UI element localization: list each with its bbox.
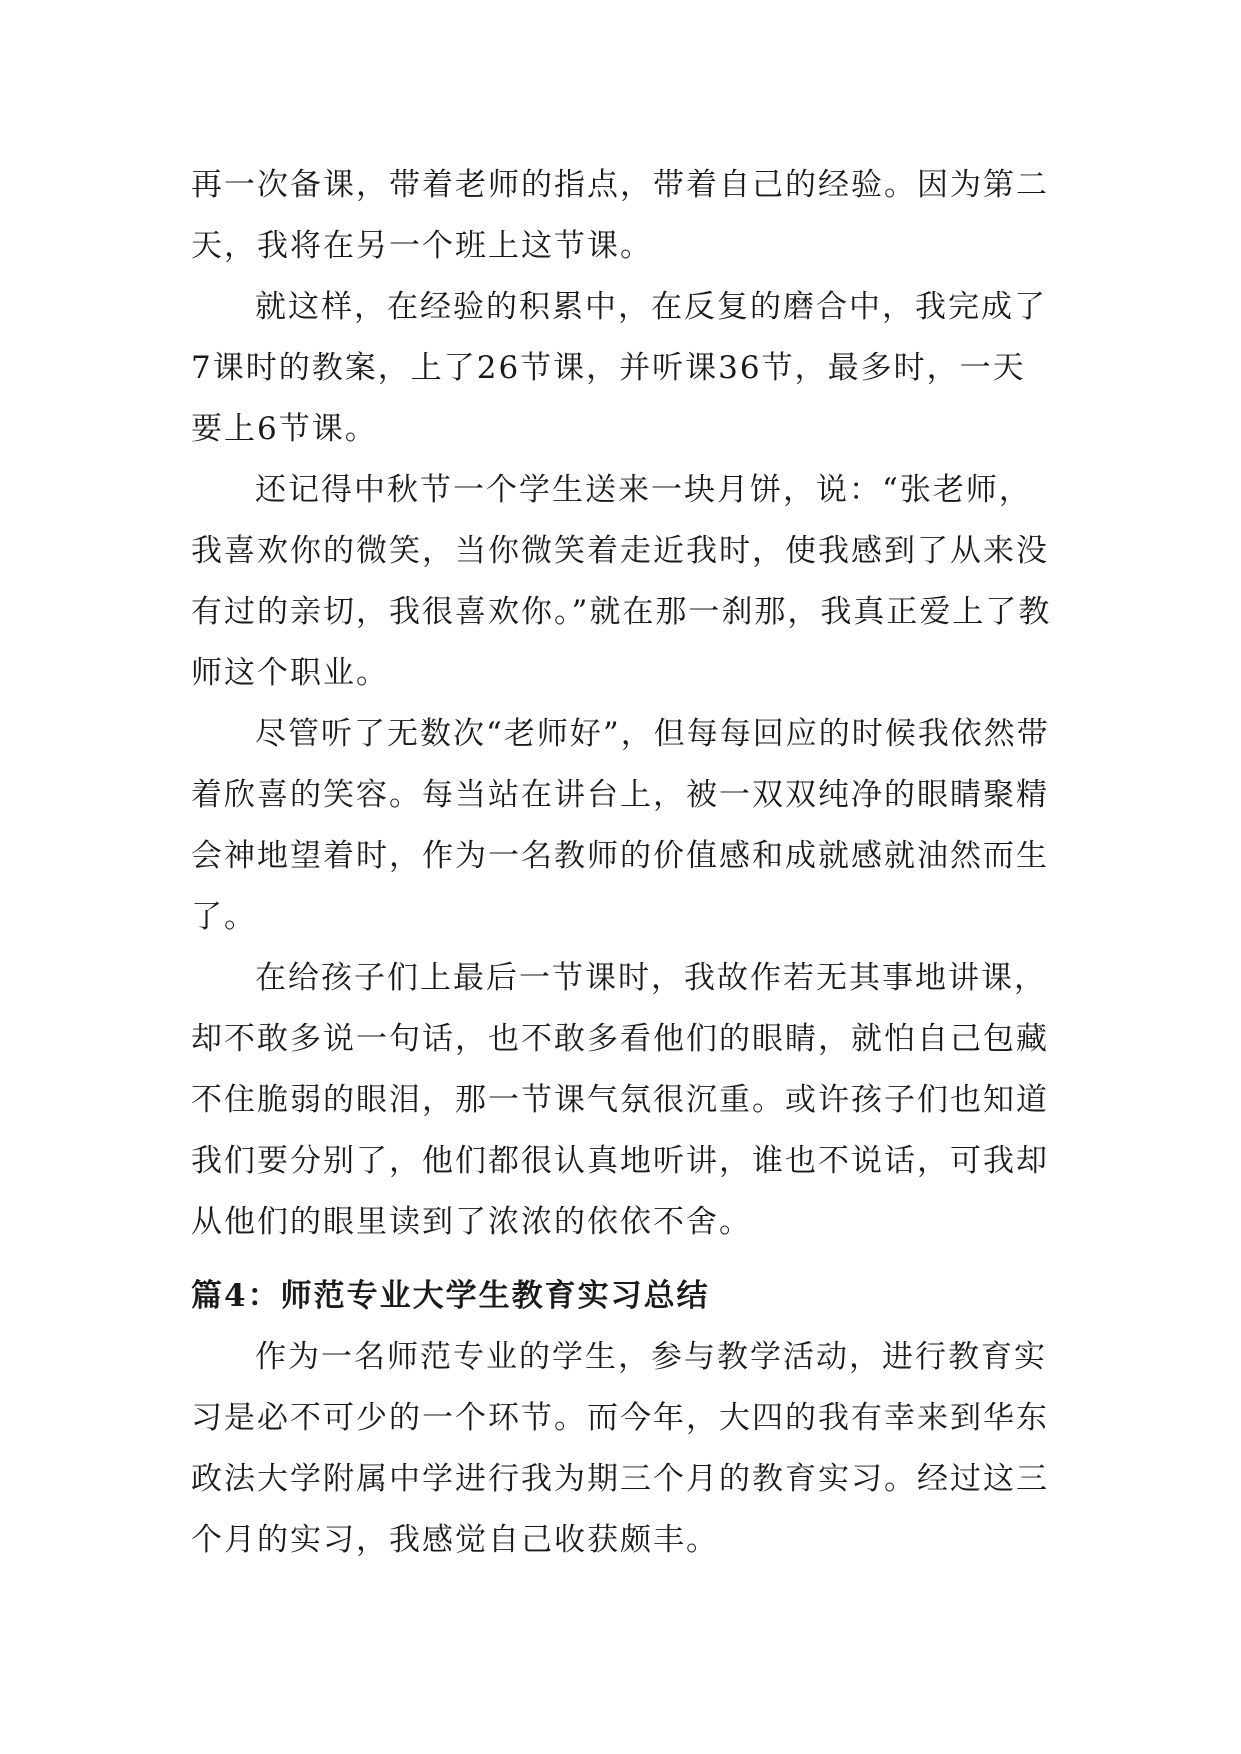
section-heading: 篇4：师范专业大学生教育实习总结	[191, 1278, 710, 1314]
paragraph-3: 还记得中秋节一个学生送来一块月饼，说：“张老师，我喜欢你的微笑，当你微笑着走近我时，使我感到了从来没有过的亲切，我很喜欢你。”就在那一刹那，我真正爱上了教师这个职业。	[191, 472, 1052, 691]
paragraph-2: 就这样，在经验的积累中，在反复的磨合中，我完成了7课时的教案，上了26节课，并听课36节，最多时，一天要上6节课。	[191, 289, 1047, 447]
paragraph-6: 作为一名师范专业的学生，参与教学活动，进行教育实习是必不可少的一个环节。而今年，大四的我有幸来到华东政法大学附属中学进行我为期三个月的教育实习。经过这三个月的实习，我感觉自己收获颇丰。	[191, 1339, 1049, 1558]
section-2-body	[191, 1266, 1053, 1571]
section-1-body	[191, 155, 1053, 1253]
paragraph-4: 尽管听了无数次“老师好”，但每每回应的时候我依然带着欣喜的笑容。每当站在讲台上，被一双双纯净的眼睛聚精会神地望着时，作为一名教师的价值感和成就感就油然而生了。	[191, 716, 1050, 935]
paragraph-5: 在给孩子们上最后一节课时，我故作若无其事地讲课，却不敢多说一句话，也不敢多看他们的眼睛，就怕自己包藏不住脆弱的眼泪，那一节课气氛很沉重。或许孩子们也知道我们要分别了，他们都很认真地听讲，谁也不说话，可我却从他们的眼里读到了浓浓的依依不舍。	[191, 960, 1049, 1240]
paragraph-1: 再一次备课，带着老师的指点，带着自己的经验。因为第二天，我将在另一个班上这节课。	[191, 167, 1049, 264]
